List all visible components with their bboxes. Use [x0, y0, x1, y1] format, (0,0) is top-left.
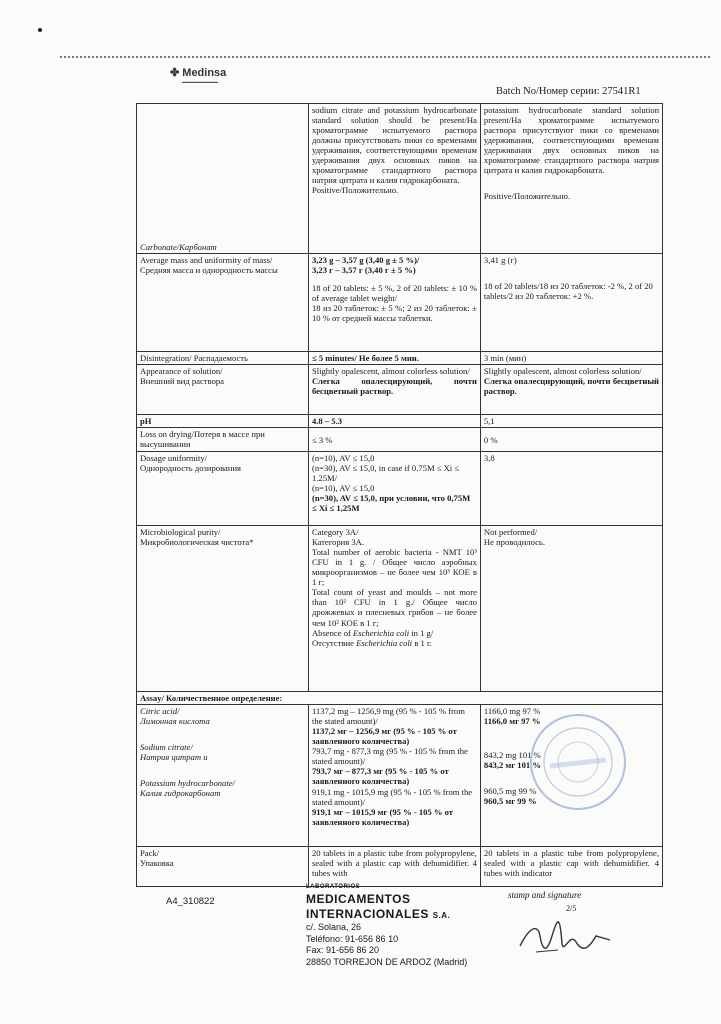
result-cell: 3,8	[480, 452, 662, 526]
row-label: Carbonate/Карбонат	[137, 104, 309, 254]
result-cell: 3 min (мин)	[480, 352, 662, 365]
table-row-loss-on-drying	[137, 428, 663, 452]
table-row-microbiology	[137, 526, 663, 692]
row-label: Citric acid/ Лимонная кислота Sodium citrate/ Натрия цитрат и Potassium hydrocarbonate/ Калия гидрокарбонат	[137, 705, 309, 847]
result-cell: 0 %	[480, 428, 662, 452]
result-cell: Not performed/ Не проводилось.	[480, 526, 662, 692]
row-label: Average mass and uniformity of mass/ Средняя масса и однородность массы	[137, 254, 309, 352]
row-label: Dosage uniformity/ Однородность дозирования	[137, 452, 309, 526]
row-label: Microbiological purity/ Микробиологическая чистота*	[137, 526, 309, 692]
spec-cell: 4.8 – 5.3	[308, 415, 480, 428]
result-cell: 1166,0 mg 97 % 1166,0 мг 97 % 843,2 mg 101 % 843,2 мг 101 % 960,5 mg 99 % 960,5 мг 99 %	[480, 705, 662, 847]
result-cell: 20 tablets in a plastic tube from polypropylene, sealed with a plastic cap with dehumidifier. 4 tubes with indicator	[480, 847, 662, 887]
spec-cell: Category 3A/ Категория 3А. Total number of aerobic bacteria - NMT 10³ CFU in 1 g. / Общее число аэробных микроорганизмов – не более чем 10³ КОЕ в 1 г; Total count of yeast and moulds – not more than 10² CFU in 1 g./ Общее число дрожжевых и плесневых грибов – не более чем 10² КОЕ в 1 г; Absence of Escherichia coli in 1 g/ Отсутствие Escherichia coli в 1 г.	[308, 526, 480, 692]
row-label: Pack/ Упаковка	[137, 847, 309, 887]
result-cell: Slightly opalescent, almost colorless solution/ Слегка опалесцирующий, почти бесцветный раствор.	[480, 365, 662, 415]
spec-cell: 1137,2 mg – 1256,9 mg (95 % - 105 % from the stated amount)/ 1137,2 мг – 1256,9 мг (95 % - 105 % от заявленного количества) 793,7 mg - 877,3 mg (95 % - 105 % from the stated amount)/ 793,7 мг – 877,3 мг (95 % - 105 % от заявленного количества) 919,1 mg - 1015,9 mg (95 % - 105 % from the stated amount)/ 919,1 мг – 1015,9 мг (95 % - 105 % от заявленного количества)	[308, 705, 480, 847]
assay-header: Assay/ Количественное определение:	[137, 692, 663, 705]
table-row-appearance	[137, 365, 663, 415]
table-row-assay-header	[137, 692, 663, 705]
spec-cell: Slightly opalescent, almost colorless solution/ Слегка опалесцирующий, почти бесцветный раствор.	[308, 365, 480, 415]
result-cell: potassium hydrocarbonate standard solution present/На хроматограмме испытуемого раствора присутствуют пики со временами удерживания, соответствующими временам удерживания двух основных пиков на хроматограмме стандартного раствора натрия цитрата и калия гидрокарбоната. Positive/Положительно.	[480, 104, 662, 254]
laboratory-stamp: LABORATORIOS MEDICAMENTOS INTERNACIONALES S.A. c/. Solana, 26 Teléfono: 91-656 86 10 Fax: 91-656 86 20 28850 TORREJON DE ARDOZ (Madrid)	[306, 884, 468, 967]
row-label: Disintegration/ Распадаемость	[137, 352, 309, 365]
round-stamp-icon	[528, 712, 628, 812]
spec-cell: 3,23 g – 3,57 g (3,40 g ± 5 %)/ 3,23 г – 3,57 г (3,40 г ± 5 %) 18 of 20 tablets: ± 5 %, 2 of 20 tablets: ± 10 % of average tablet weight/ 18 из 20 таблеток: ± 5 %; 2 из 20 таблеток: ± 10 % от средней массы таблетки.	[308, 254, 480, 352]
punch-dot	[38, 28, 42, 32]
table-row-disintegration	[137, 352, 663, 365]
row-label: pH	[137, 415, 309, 428]
result-cell: 5,1	[480, 415, 662, 428]
spec-cell: (n=10), AV ≤ 15,0 (n=30), AV ≤ 15,0, in case if 0.75M ≤ Xi ≤ 1.25M/ (n=10), AV ≤ 15,0 (n=30), AV ≤ 15,0, при условии, что 0,75M ≤ Xi ≤ 1,25M	[308, 452, 480, 526]
spec-cell: 20 tablets in a plastic tube from polypropylene, sealed with a plastic cap with dehumidifier. 4 tubes with	[308, 847, 480, 887]
row-label: Appearance of solution/ Внешний вид раствора	[137, 365, 309, 415]
page-number: 2/5	[566, 904, 577, 913]
table-row-carbonate	[137, 104, 663, 254]
spec-cell: ≤ 3 %	[308, 428, 480, 452]
spec-cell: ≤ 5 minutes/ Не более 5 мин.	[308, 352, 480, 365]
signature-icon	[500, 906, 620, 966]
form-code: A4_310822	[166, 896, 215, 907]
company-logo: ✤ Medinsa ▬▬▬▬▬▬▬▬▬	[170, 67, 227, 84]
table-row-pack	[137, 847, 663, 887]
logo-subtext-icon: ▬▬▬▬▬▬▬▬▬	[182, 79, 218, 84]
batch-number: Batch No/Номер серии: 27541R1	[496, 86, 641, 97]
result-cell: 3,41 g (г) 18 of 20 tablets/18 из 20 таблеток: -2 %, 2 of 20 tablets/2 из 20 таблеток: +2 %.	[480, 254, 662, 352]
table-row-dosage	[137, 452, 663, 526]
header-dotted-rule	[60, 56, 710, 58]
spec-cell: sodium citrate and potassium hydrocarbonate standard solution should be present/На хроматограмме испытуемого раствора должны присутствовать пики со временами удерживания, соответствующими временам удерживания двух основных пиков на хроматограмме стандартного раствора натрия цитрата и калия гидрокарбоната. Positive/Положительно.	[308, 104, 480, 254]
row-label: Loss on drying/Потеря в массе при высушивании	[137, 428, 309, 452]
table-row-ph	[137, 415, 663, 428]
stamp-signature-label: stamp and signature	[508, 890, 582, 900]
logo-mark-icon: ✤	[170, 67, 183, 79]
table-row-mass	[137, 254, 663, 352]
